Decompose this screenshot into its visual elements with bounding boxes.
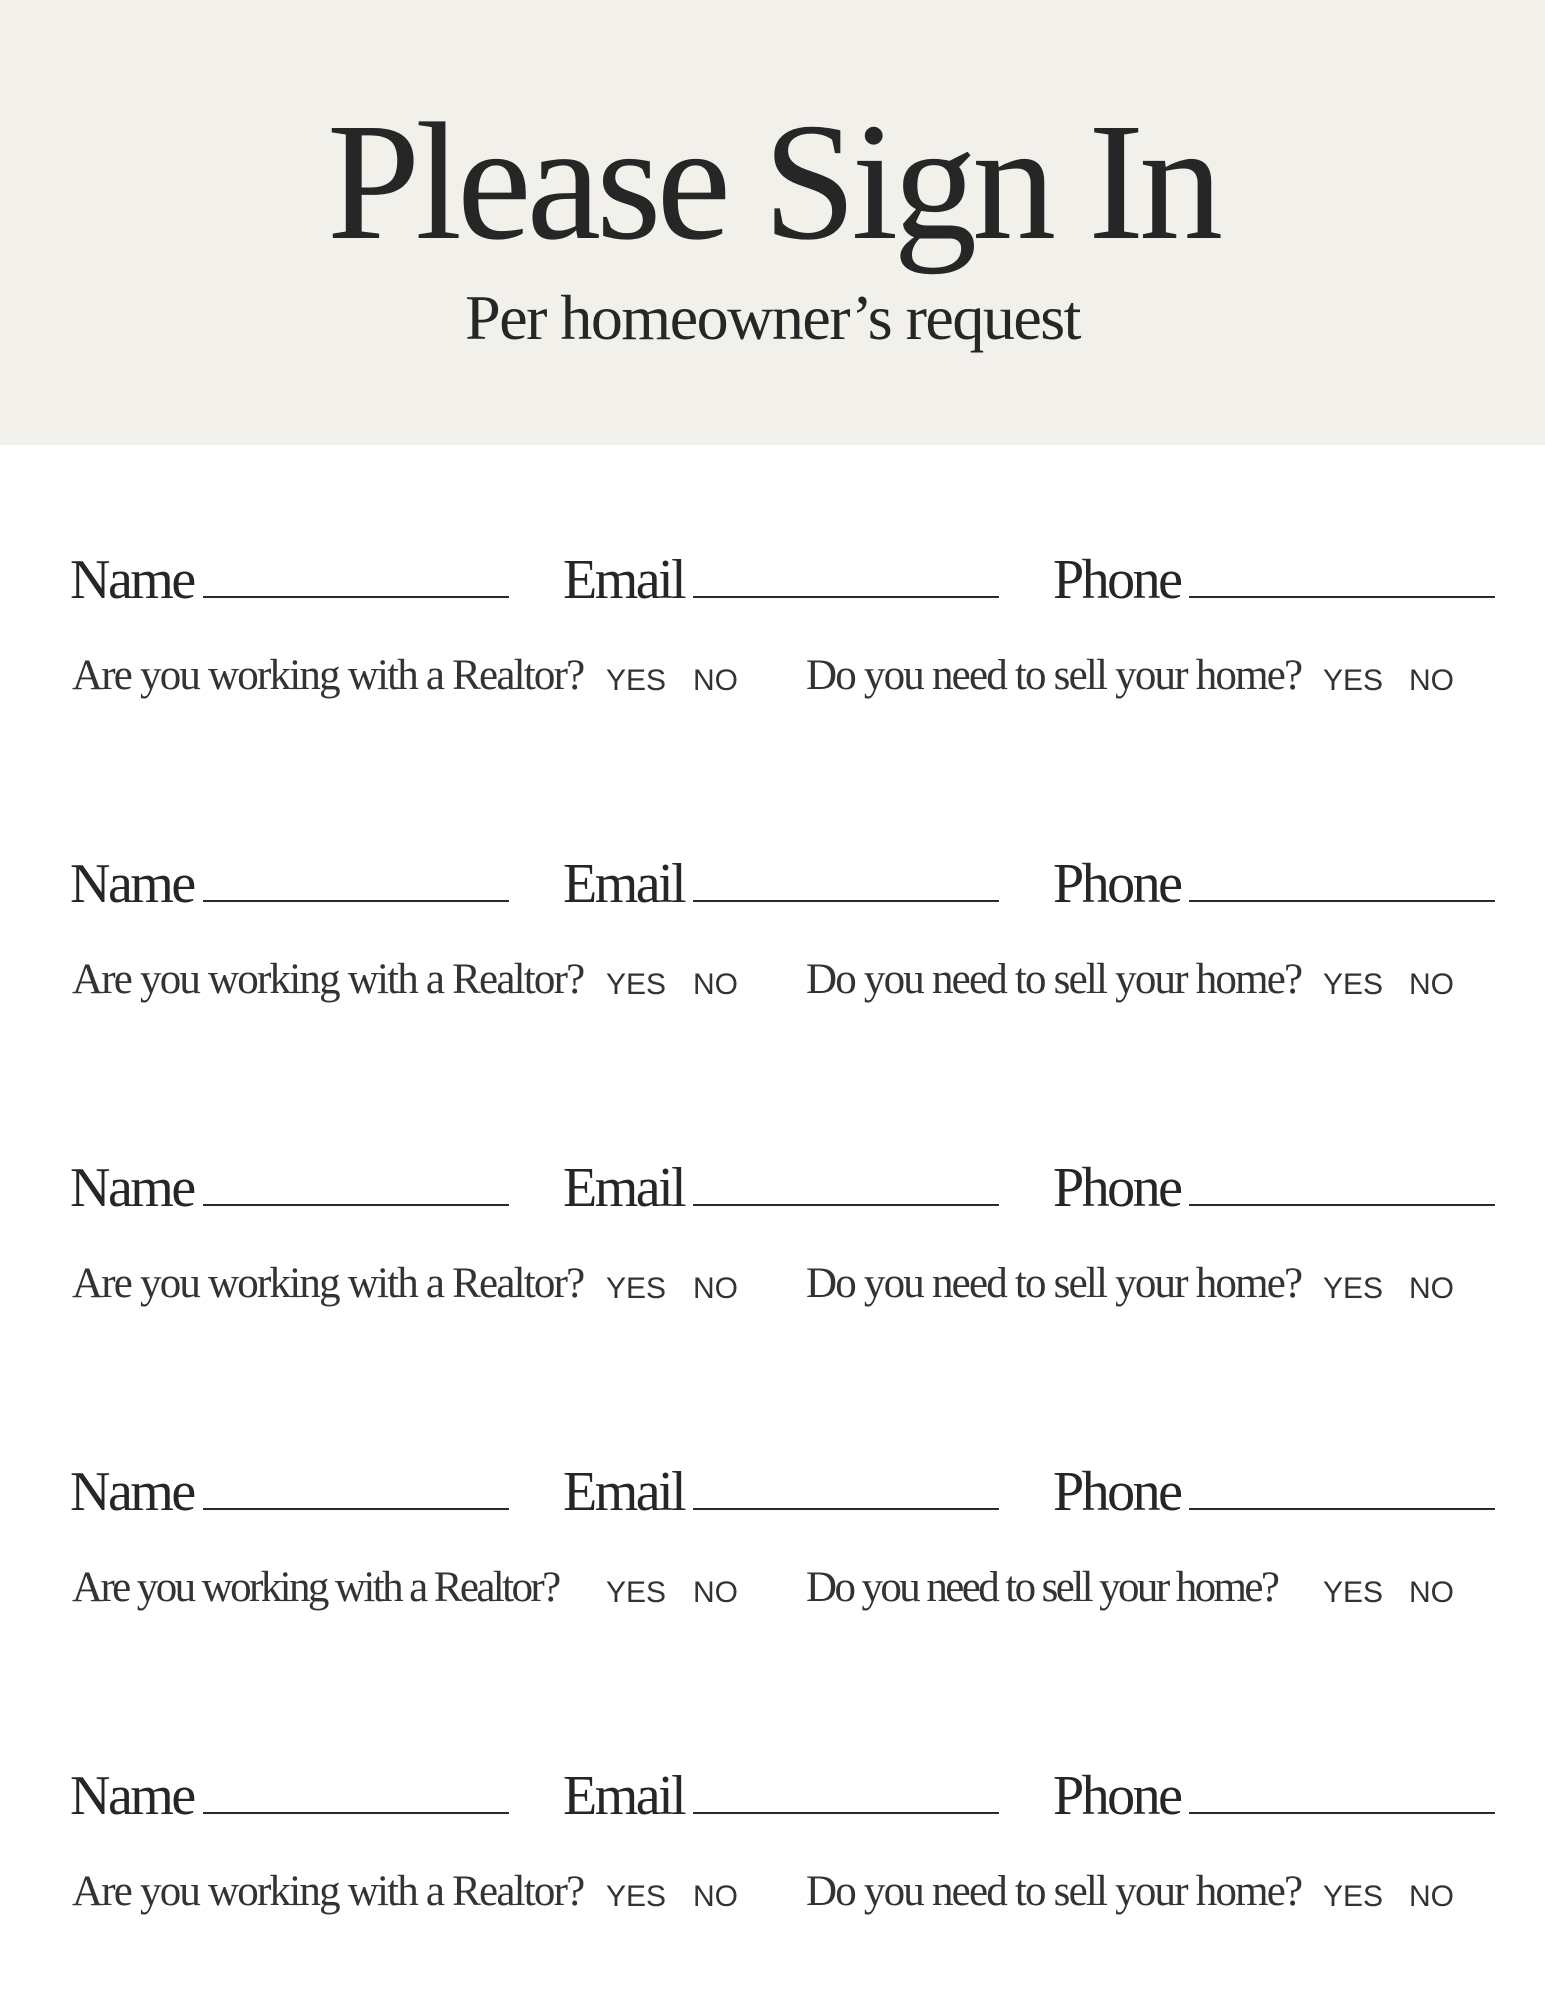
- email-label: Email: [563, 549, 685, 611]
- phone-field[interactable]: [1189, 1812, 1495, 1814]
- sell-question: Do you need to sell your home?: [806, 956, 1302, 1003]
- phone-field[interactable]: [1189, 900, 1495, 902]
- realtor-question: Are you working with a Realtor?: [72, 1868, 584, 1915]
- realtor-no-option[interactable]: NO: [693, 1272, 738, 1305]
- sell-question: Do you need to sell your home?: [806, 652, 1302, 699]
- realtor-no-option[interactable]: NO: [693, 1880, 738, 1913]
- name-field[interactable]: [203, 596, 509, 598]
- phone-label: Phone: [1053, 1765, 1181, 1827]
- page-title: Please Sign In: [326, 89, 1219, 275]
- phone-label: Phone: [1053, 549, 1181, 611]
- sell-yes-option[interactable]: YES: [1323, 664, 1384, 697]
- sell-yes-option[interactable]: YES: [1323, 1880, 1384, 1913]
- name-field[interactable]: [203, 1204, 509, 1206]
- name-label: Name: [70, 549, 194, 611]
- name-field[interactable]: [203, 1812, 509, 1814]
- email-field[interactable]: [693, 1204, 999, 1206]
- email-field[interactable]: [693, 900, 999, 902]
- realtor-yes-option[interactable]: YES: [606, 968, 667, 1001]
- email-field[interactable]: [693, 596, 999, 598]
- email-label: Email: [563, 1765, 685, 1827]
- name-label: Name: [70, 853, 194, 915]
- name-label: Name: [70, 1461, 194, 1523]
- sign-in-entry-5: [0, 1765, 1545, 1968]
- sell-no-option[interactable]: NO: [1409, 1272, 1454, 1305]
- sell-no-option[interactable]: NO: [1409, 1880, 1454, 1913]
- sign-in-entry-3: [0, 1157, 1545, 1360]
- sell-no-option[interactable]: NO: [1409, 968, 1454, 1001]
- sell-yes-option[interactable]: YES: [1323, 1576, 1384, 1609]
- realtor-yes-option[interactable]: YES: [606, 1576, 667, 1609]
- realtor-question: Are you working with a Realtor?: [72, 652, 584, 699]
- sell-no-option[interactable]: NO: [1409, 664, 1454, 697]
- page-subtitle: Per homeowner’s request: [465, 282, 1080, 353]
- realtor-yes-option[interactable]: YES: [606, 664, 667, 697]
- sell-yes-option[interactable]: YES: [1323, 968, 1384, 1001]
- sell-yes-option[interactable]: YES: [1323, 1272, 1384, 1305]
- realtor-question: Are you working with a Realtor?: [72, 1260, 584, 1307]
- phone-label: Phone: [1053, 1461, 1181, 1523]
- sign-in-entry-2: [0, 853, 1545, 1056]
- sell-no-option[interactable]: NO: [1409, 1576, 1454, 1609]
- email-field[interactable]: [693, 1508, 999, 1510]
- sign-in-entry-1: [0, 549, 1545, 752]
- name-label: Name: [70, 1765, 194, 1827]
- realtor-no-option[interactable]: NO: [693, 1576, 738, 1609]
- realtor-question: Are you working with a Realtor?: [72, 1564, 559, 1611]
- sell-question: Do you need to sell your home?: [806, 1260, 1302, 1307]
- sell-question: Do you need to sell your home?: [806, 1564, 1278, 1611]
- header-banner: [0, 0, 1545, 445]
- realtor-yes-option[interactable]: YES: [606, 1272, 667, 1305]
- name-field[interactable]: [203, 1508, 509, 1510]
- email-label: Email: [563, 853, 685, 915]
- phone-label: Phone: [1053, 853, 1181, 915]
- name-field[interactable]: [203, 900, 509, 902]
- realtor-yes-option[interactable]: YES: [606, 1880, 667, 1913]
- email-label: Email: [563, 1157, 685, 1219]
- sell-question: Do you need to sell your home?: [806, 1868, 1302, 1915]
- name-label: Name: [70, 1157, 194, 1219]
- realtor-no-option[interactable]: NO: [693, 968, 738, 1001]
- phone-field[interactable]: [1189, 1204, 1495, 1206]
- email-field[interactable]: [693, 1812, 999, 1814]
- phone-field[interactable]: [1189, 596, 1495, 598]
- phone-field[interactable]: [1189, 1508, 1495, 1510]
- realtor-question: Are you working with a Realtor?: [72, 956, 584, 1003]
- realtor-no-option[interactable]: NO: [693, 664, 738, 697]
- email-label: Email: [563, 1461, 685, 1523]
- phone-label: Phone: [1053, 1157, 1181, 1219]
- sign-in-entry-4: [0, 1461, 1545, 1664]
